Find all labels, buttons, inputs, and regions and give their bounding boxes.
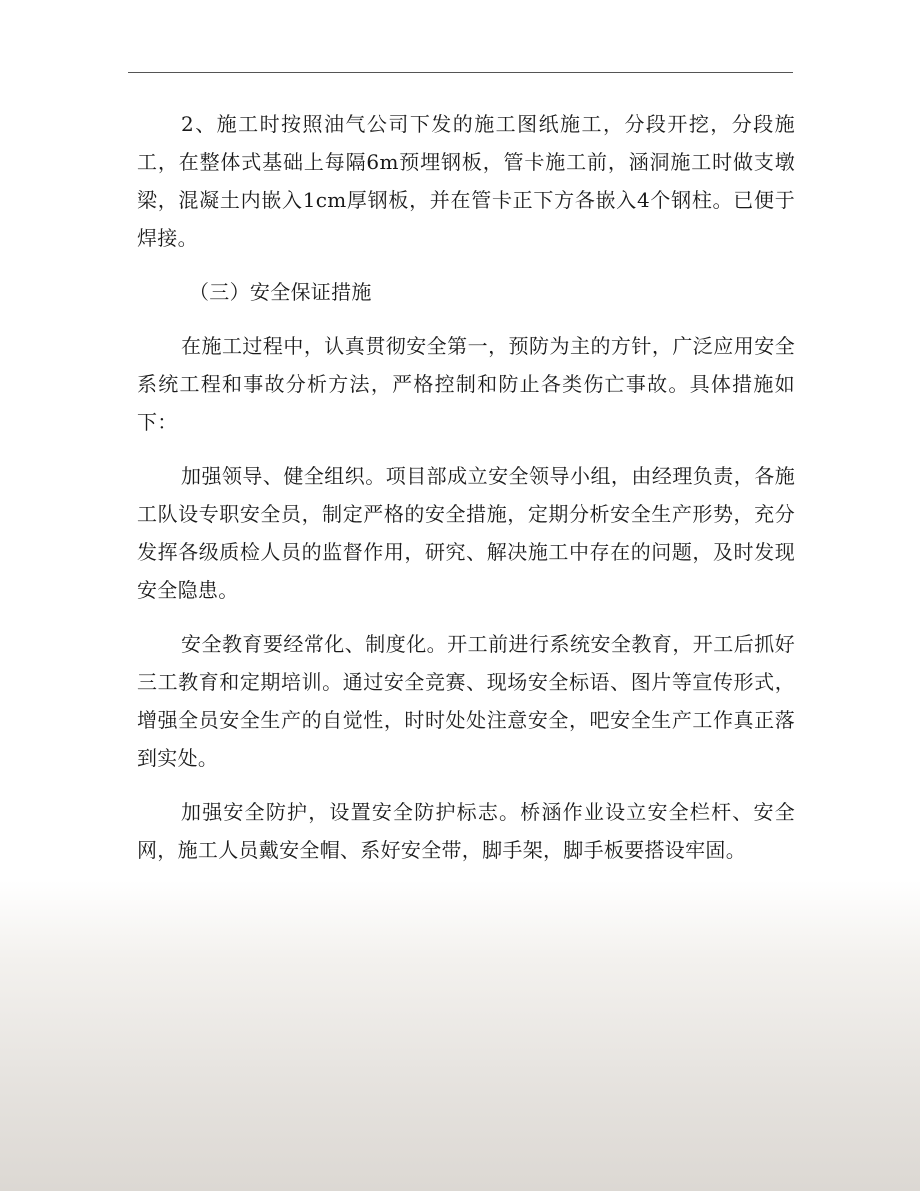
document-body xyxy=(137,105,795,885)
paragraph-safety-education: 安全教育要经常化、制度化。开工前进行系统安全教育，开工后抓好三工教育和定期培训。通过安全竞赛、现场安全标语、图片等宣传形式，增强全员安全生产的自觉性，时时处处注意安全，吧安全生产工作真正落到实处。 xyxy=(137,632,795,770)
header-rule xyxy=(128,72,793,73)
paragraph-safety-protection: 加强安全防护，设置安全防护标志。桥涵作业设立安全栏杆、安全网，施工人员戴安全帽、系好安全带，脚手架，脚手板要搭设牢固。 xyxy=(137,800,795,862)
section-heading-safety-measures: （三）安全保证措施 xyxy=(189,280,372,304)
paragraph-construction-method: 2、施工时按照油气公司下发的施工图纸施工，分段开挖，分段施工，在整体式基础上每隔6m预埋钢板，管卡施工前，涵洞施工时做支墩梁，混凝土内嵌入1cm厚钢板，并在管卡正下方各嵌入4个钢柱。已便于焊接。 xyxy=(137,112,795,250)
paragraph-leadership-organization: 加强领导、健全组织。项目部成立安全领导小组，由经理负责，各施工队设专职安全员，制定严格的安全措施，定期分析安全生产形势，充分发挥各级质检人员的监督作用，研究、解决施工中存在的问题，及时发现安全隐患。 xyxy=(137,464,795,602)
paragraph-safety-policy: 在施工过程中，认真贯彻安全第一，预防为主的方针，广泛应用安全系统工程和事故分析方法，严格控制和防止各类伤亡事故。具体措施如下： xyxy=(137,334,795,434)
